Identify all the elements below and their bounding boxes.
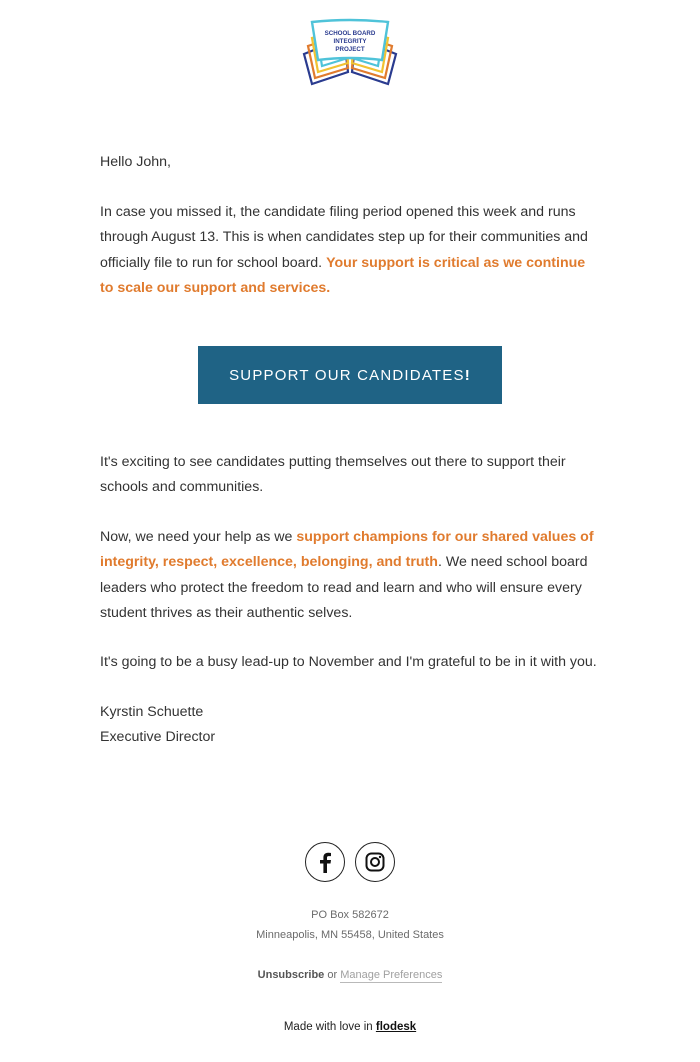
signature-title: Executive Director (100, 729, 216, 746)
facebook-link[interactable] (305, 842, 345, 882)
footer-unsubscribe-row (0, 969, 700, 981)
footer-address-line1: PO Box 582672 (311, 909, 389, 921)
paragraph-values-intro: Now, we need your help as we (100, 529, 297, 545)
greeting: Hello John, (100, 154, 171, 170)
signature (100, 700, 600, 751)
instagram-icon (365, 852, 385, 872)
manage-preferences-link[interactable]: Manage Preferences (340, 969, 443, 981)
support-our-candidates-button[interactable] (198, 346, 502, 404)
cta-label: SUPPORT OUR CANDIDATES (229, 366, 465, 384)
book-logo-icon (298, 16, 402, 88)
paragraph-november: It's going to be a busy lead-up to November and I'm grateful to be in it with you. (100, 654, 597, 670)
flodesk-link[interactable]: flodesk (375, 1021, 417, 1033)
social-links (305, 842, 395, 882)
paragraph-filing-highlight: Your support is critical as we continue to scale our support and services. (100, 254, 586, 296)
school-board-integrity-project-logo (298, 16, 402, 88)
logo-line3: PROJECT (335, 46, 365, 53)
facebook-icon (318, 851, 332, 873)
paragraph-values-rest: . We need school board leaders who protect the freedom to read and learn and who will ensure every student thrives as their authentic selves. (100, 554, 588, 621)
logo-line2: INTEGRITY (333, 38, 367, 45)
instagram-link[interactable] (355, 842, 395, 882)
cta-suffix: ! (464, 366, 471, 384)
footer-or: or (324, 969, 341, 981)
made-with-love (0, 1021, 700, 1033)
paragraph-filing-period (100, 200, 600, 301)
signature-name: Kyrstin Schuette (100, 704, 204, 720)
paragraph-exciting: It's exciting to see candidates putting themselves out there to support their schools and communities. (100, 454, 566, 496)
paragraph-filing-text: In case you missed it, the candidate filing period opened this week and runs through August 13. This is when candidates step up for their communities and officially file to run for school board. (100, 204, 588, 271)
paragraph-values-highlight: support champions for our shared values of integrity, respect, excellence, belonging, and truth (100, 529, 594, 571)
unsubscribe-link[interactable]: Unsubscribe (257, 969, 325, 981)
paragraph-values (100, 525, 600, 626)
logo-line1: SCHOOL BOARD (324, 30, 376, 37)
footer-address-line2: Minneapolis, MN 55458, United States (256, 929, 444, 941)
made-with-text: Made with love in (283, 1021, 376, 1033)
